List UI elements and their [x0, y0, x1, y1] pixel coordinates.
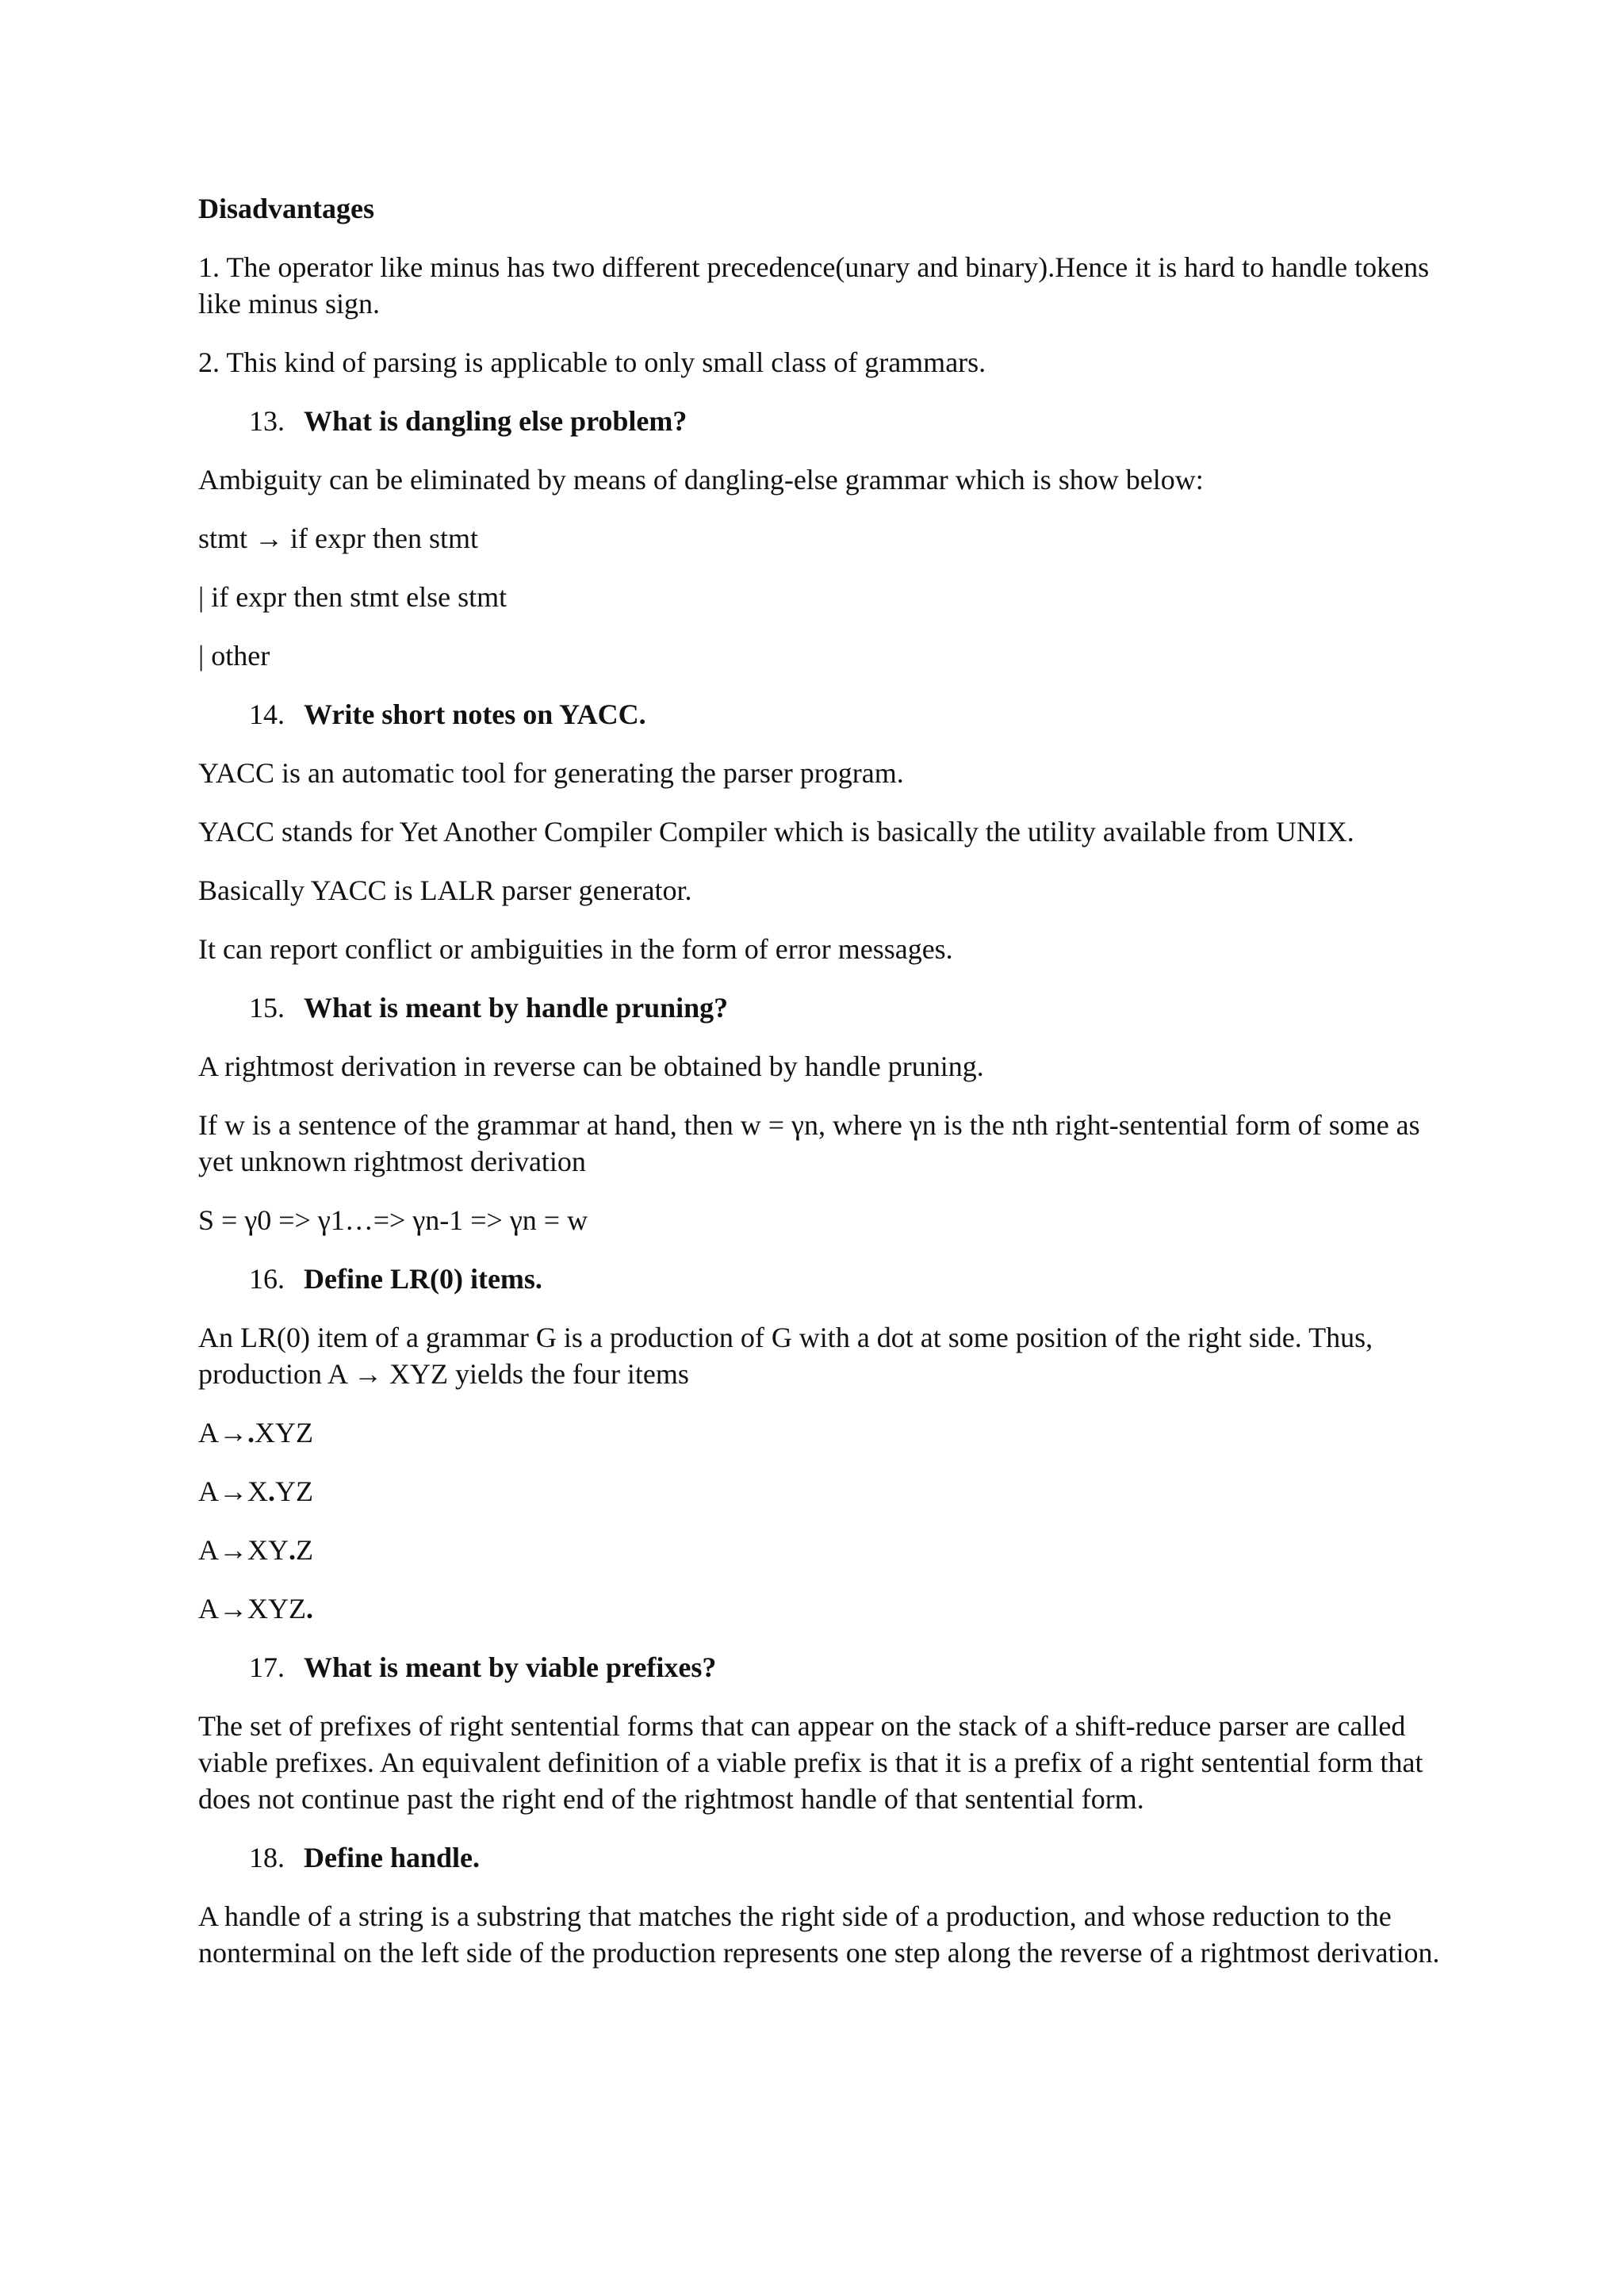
question-16: [249, 1261, 1451, 1297]
item-dot: .: [305, 1593, 313, 1624]
lr-item: [198, 1590, 1451, 1627]
question-text: Write short notes on YACC.: [304, 698, 646, 730]
question-18: [249, 1839, 1451, 1876]
item-pre: A→XY: [198, 1534, 289, 1566]
answer-line: YACC is an automatic tool for generating the parser program.: [198, 757, 904, 789]
answer-text: Ambiguity can be eliminated by means of dangling-else grammar which is show below:: [198, 464, 1204, 496]
lr-item: [198, 1532, 1451, 1568]
answer-line: If w is a sentence of the grammar at hand, then w = γn, where γn is the nth right-sentential form of some as yet unknown rightmost derivation: [198, 1109, 1420, 1177]
item-dot: .: [289, 1534, 296, 1566]
question-number: 16.: [249, 1263, 285, 1295]
question-text: What is meant by viable prefixes?: [304, 1651, 717, 1683]
item-pre: A→XYZ: [198, 1593, 306, 1624]
grammar-line: stmt → if expr then stmt: [198, 522, 478, 554]
question-text: Define LR(0) items.: [304, 1263, 542, 1295]
answer-line: YACC stands for Yet Another Compiler Compiler which is basically the utility available from UNIX.: [198, 816, 1354, 848]
answer-text: The set of prefixes of right sentential forms that can appear on the stack of a shift-reduce parser are called viable prefixes. An equivalent definition of a viable prefix is that it is a prefix of a right sentential form that does not continue past the right end of the rightmost handle of that sentential form.: [198, 1710, 1423, 1815]
question-text: What is meant by handle pruning?: [304, 992, 729, 1024]
answer-line: It can report conflict or ambiguities in the form of error messages.: [198, 933, 953, 965]
question-14: [249, 696, 1451, 733]
lr-item: [198, 1473, 1451, 1510]
question-number: 15.: [249, 992, 285, 1024]
grammar-line: | other: [198, 640, 270, 672]
item-dot: .: [268, 1475, 275, 1507]
question-13: [249, 403, 1451, 439]
disadvantage-item: 1. The operator like minus has two different precedence(unary and binary).Hence it is hard to handle tokens like minus sign.: [198, 251, 1430, 320]
question-text: Define handle.: [304, 1842, 481, 1873]
answer-line: Basically YACC is LALR parser generator.: [198, 874, 692, 906]
item-post: XYZ: [255, 1417, 313, 1448]
grammar-line: | if expr then stmt else stmt: [198, 581, 508, 613]
answer-line: A rightmost derivation in reverse can be obtained by handle pruning.: [198, 1050, 984, 1082]
question-number: 18.: [249, 1842, 285, 1873]
section-heading: Disadvantages: [198, 193, 375, 224]
question-number: 14.: [249, 698, 285, 730]
question-number: 17.: [249, 1651, 285, 1683]
item-dot: .: [247, 1417, 255, 1448]
question-number: 13.: [249, 405, 285, 437]
item-post: Z: [296, 1534, 313, 1566]
document-page: [198, 190, 1451, 1993]
derivation-line: S = γ0 => γ1…=> γn-1 => γn = w: [198, 1204, 588, 1236]
question-text: What is dangling else problem?: [304, 405, 688, 437]
disadvantage-item: 2. This kind of parsing is applicable to only small class of grammars.: [198, 346, 986, 378]
answer-text: An LR(0) item of a grammar G is a production of G with a dot at some position of the right side. Thus, production A → XYZ yields the four items: [198, 1322, 1373, 1390]
lr-item: [198, 1414, 1451, 1451]
item-post: YZ: [275, 1475, 313, 1507]
answer-text: A handle of a string is a substring that matches the right side of a production, and whose reduction to the nonterminal on the left side of the production represents one step along the reverse of a rightmost derivation.: [198, 1900, 1440, 1969]
item-pre: A→X: [198, 1475, 268, 1507]
question-17: [249, 1649, 1451, 1686]
item-pre: A→: [198, 1417, 247, 1448]
question-15: [249, 989, 1451, 1026]
